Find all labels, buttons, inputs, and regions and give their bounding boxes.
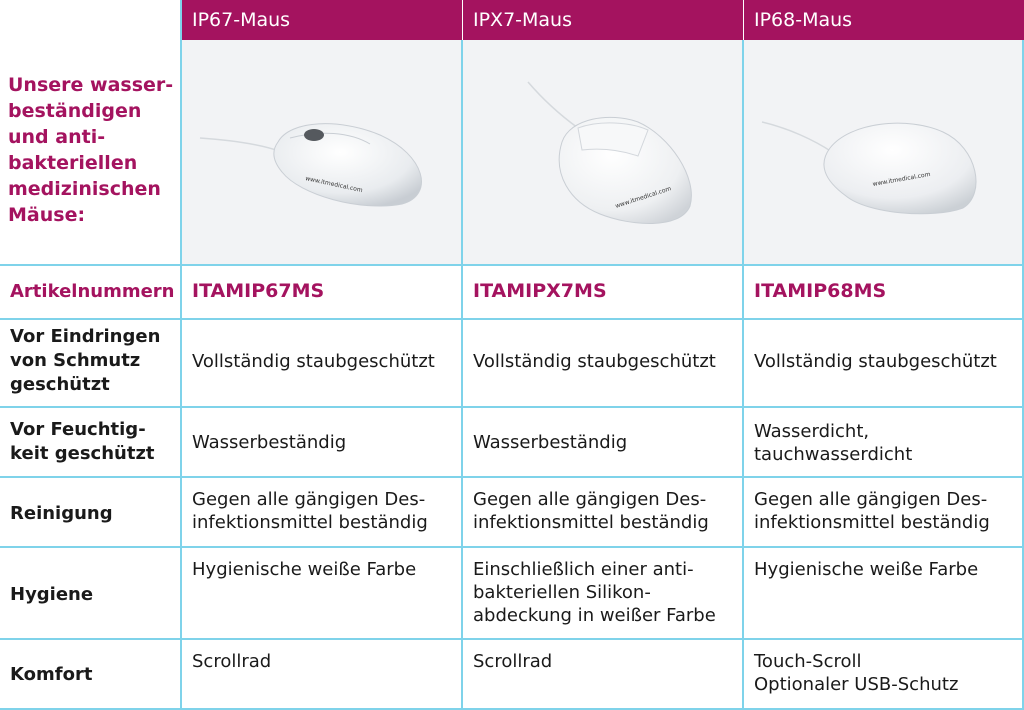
comfort-ip68 bbox=[754, 650, 958, 696]
intro-heading bbox=[8, 72, 178, 228]
ipx7-mouse-image bbox=[520, 78, 710, 238]
cell-line: Touch-Scroll bbox=[754, 651, 862, 672]
grid-line bbox=[0, 318, 1024, 320]
ip67-mouse-image bbox=[190, 100, 440, 220]
label-line: von Schmutz bbox=[10, 350, 141, 371]
row-label-moisture-protection bbox=[10, 418, 155, 466]
column-header-ip67: IP67-Maus bbox=[182, 0, 462, 40]
row-label-cleaning: Reinigung bbox=[10, 503, 113, 524]
comfort-ipx7: Scrollrad bbox=[473, 651, 553, 672]
dust-protection-ipx7: Vollständig staubgeschützt bbox=[473, 351, 716, 372]
mouse-brand-text: www.itmedical.com bbox=[304, 175, 364, 195]
cell-line: bakteriellen Silikon- bbox=[473, 582, 651, 603]
grid-line bbox=[0, 638, 1024, 640]
cleaning-ipx7 bbox=[473, 488, 709, 534]
label-line: Vor Eindringen bbox=[10, 326, 161, 347]
cell-line: Einschließlich einer anti- bbox=[473, 559, 694, 580]
cell-line: abdeckung in weißer Farbe bbox=[473, 605, 716, 626]
intro-line: und anti- bbox=[8, 126, 106, 148]
hygiene-ipx7 bbox=[473, 558, 716, 627]
cell-line: tauchwasserdicht bbox=[754, 444, 913, 465]
cell-line: Optionaler USB-Schutz bbox=[754, 674, 959, 695]
grid-line bbox=[180, 0, 182, 710]
moisture-protection-ipx7: Wasserbeständig bbox=[473, 432, 628, 453]
cell-line: Wasserdicht, bbox=[754, 421, 870, 442]
article-number-ip67: ITAMIP67MS bbox=[192, 280, 325, 302]
cleaning-ip68 bbox=[754, 488, 990, 534]
dust-protection-ip68: Vollständig staubgeschützt bbox=[754, 351, 997, 372]
cell-line: infektionsmittel beständig bbox=[754, 512, 990, 533]
intro-line: beständigen bbox=[8, 100, 142, 122]
cell-line: Gegen alle gängigen Des- bbox=[192, 489, 426, 510]
ip68-mouse-image bbox=[758, 104, 988, 219]
cell-line: Gegen alle gängigen Des- bbox=[473, 489, 707, 510]
hygiene-ip68: Hygienische weiße Farbe bbox=[754, 559, 979, 580]
row-label-hygiene: Hygiene bbox=[10, 584, 94, 605]
row-label-article-numbers: Artikelnummern bbox=[10, 281, 175, 302]
cleaning-ip67 bbox=[192, 488, 428, 534]
article-number-ip68: ITAMIP68MS bbox=[754, 280, 887, 302]
grid-line bbox=[0, 476, 1024, 478]
label-line: keit geschützt bbox=[10, 443, 155, 464]
grid-line bbox=[0, 264, 1024, 266]
intro-line: bakteriellen bbox=[8, 152, 138, 174]
article-number-ipx7: ITAMIPX7MS bbox=[473, 280, 607, 302]
cell-line: infektionsmittel beständig bbox=[473, 512, 709, 533]
moisture-protection-ip68 bbox=[754, 420, 912, 466]
moisture-protection-ip67: Wasserbeständig bbox=[192, 432, 347, 453]
intro-line: Mäuse: bbox=[8, 204, 86, 226]
hygiene-ip67: Hygienische weiße Farbe bbox=[192, 559, 417, 580]
intro-line: Unsere wasser- bbox=[8, 74, 174, 96]
label-line: geschützt bbox=[10, 374, 110, 395]
grid-line bbox=[0, 406, 1024, 408]
cell-line: Gegen alle gängigen Des- bbox=[754, 489, 988, 510]
row-label-dust-protection bbox=[10, 325, 160, 397]
cell-line: infektionsmittel beständig bbox=[192, 512, 428, 533]
grid-line bbox=[742, 40, 744, 710]
column-header-ip68: IP68-Maus bbox=[744, 0, 1024, 40]
intro-line: medizinischen bbox=[8, 178, 161, 200]
mouse-brand-text: www.itmedical.com bbox=[872, 170, 931, 188]
column-header-ipx7: IPX7-Maus bbox=[463, 0, 743, 40]
comfort-ip67: Scrollrad bbox=[192, 651, 272, 672]
grid-line bbox=[0, 546, 1024, 548]
mouse-brand-text: www.itmedical.com bbox=[614, 185, 673, 210]
label-line: Vor Feuchtig- bbox=[10, 419, 146, 440]
row-label-comfort: Komfort bbox=[10, 664, 93, 685]
dust-protection-ip67: Vollständig staubgeschützt bbox=[192, 351, 435, 372]
grid-line bbox=[461, 40, 463, 710]
